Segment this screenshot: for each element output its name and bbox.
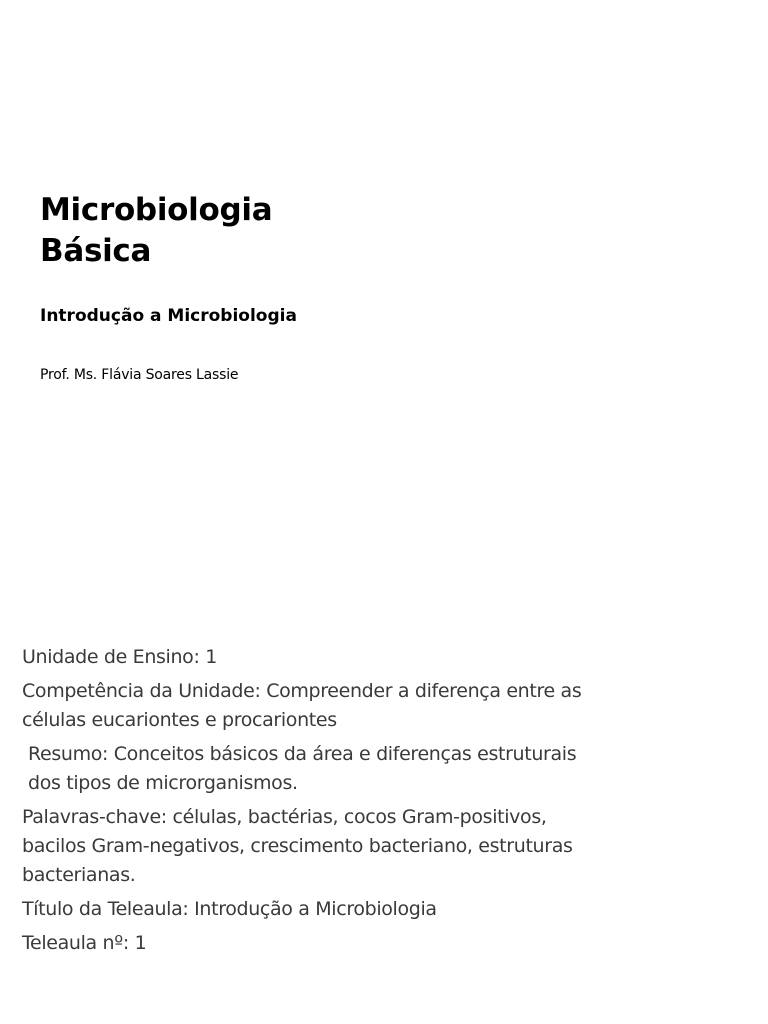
document-subtitle: Introdução a Microbiologia (40, 306, 297, 326)
resumo: Resumo: Conceitos básicos da área e diferenças estruturais dos tipos de microrganismos. (28, 743, 577, 794)
teleaula-numero: Teleaula nº: 1 (22, 932, 147, 954)
author-name: Prof. Ms. Flávia Soares Lassie (40, 367, 239, 383)
title-line-1: Microbiologia (40, 192, 273, 228)
title-line-2: Básica (40, 233, 152, 269)
unidade-de-ensino: Unidade de Ensino: 1 (22, 646, 217, 668)
course-info (22, 643, 602, 963)
document-title (40, 190, 460, 272)
competencia-da-unidade: Competência da Unidade: Compreender a diferença entre as células eucariontes e procariontes (22, 680, 582, 731)
palavras-chave: Palavras-chave: células, bactérias, cocos Gram-positivos, bacilos Gram-negativos, crescimento bacteriano, estruturas bacterianas. (22, 806, 573, 886)
titulo-da-teleaula: Título da Teleaula: Introdução a Microbiologia (22, 898, 437, 920)
